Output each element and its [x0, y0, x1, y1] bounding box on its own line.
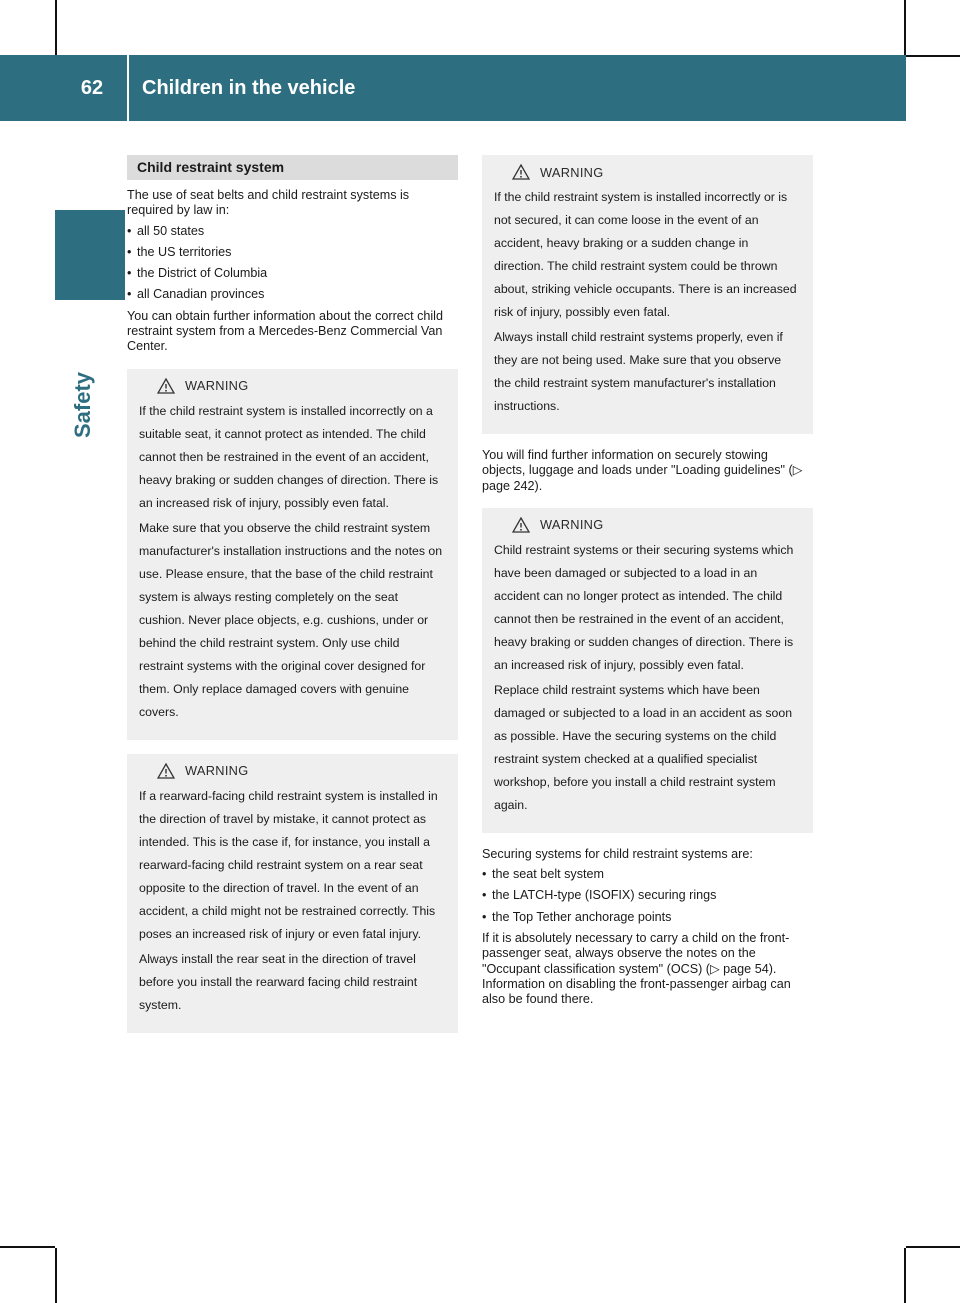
list-item: • the District of Columbia — [127, 266, 458, 281]
crop-mark — [906, 1246, 960, 1248]
crop-mark — [904, 0, 906, 55]
warning-text: If the child restraint system is installed incorrectly on a suitable seat, it cannot protect as intended. The child cannot then be restrained in the event of an accident, heavy braking or sudden changes of direction. There is an increased risk of injury, possibly even fatal. — [139, 403, 439, 510]
list-item: • the seat belt system — [482, 867, 813, 882]
closing-text: If it is absolutely necessary to carry a child on the front-passenger seat, always observe the notes on the "Occupant classification system" (OCS) (▷ page 54). Information on disabling the front-passenger airbag can also be found there. — [482, 931, 791, 1007]
crop-mark — [55, 1248, 57, 1303]
warning-box — [482, 508, 813, 833]
crop-mark — [906, 55, 960, 57]
warning-header — [139, 763, 446, 779]
header-divider — [127, 55, 129, 121]
section-tab-label: Safety — [70, 371, 95, 438]
section-tab — [55, 210, 125, 300]
stowing-text: You will find further information on securely stowing objects, luggage and loads under "Loading guidelines" (▷ page 242). — [482, 448, 803, 493]
left-column — [127, 155, 458, 1047]
warning-triangle-icon — [157, 763, 175, 779]
warning-title: WARNING — [185, 763, 249, 779]
warning-header — [494, 517, 801, 533]
right-column — [482, 155, 813, 1008]
warning-box — [127, 369, 458, 740]
warning-header — [494, 164, 801, 180]
intro-text: The use of seat belts and child restraint systems is required by law in: — [127, 188, 410, 218]
list-item: • all 50 states — [127, 224, 458, 239]
warning-box — [127, 754, 458, 1033]
warning-triangle-icon — [512, 517, 530, 533]
page-number: 62 — [80, 76, 104, 99]
page-title: Children in the vehicle — [142, 76, 356, 99]
warning-text: Always install child restraint systems properly, even if they are not being used. Make sure that you observe the child restraint system manufacturer's installation instructions. — [494, 330, 783, 413]
warning-title: WARNING — [540, 517, 604, 533]
crop-mark — [55, 0, 57, 55]
list-item: • the LATCH-type (ISOFIX) securing rings — [482, 888, 813, 903]
crop-mark — [0, 1246, 55, 1248]
warning-title: WARNING — [540, 164, 604, 180]
list-item: • the Top Tether anchorage points — [482, 910, 813, 925]
securing-list — [482, 867, 813, 925]
securing-intro: Securing systems for child restraint systems are: — [482, 846, 753, 861]
info-text: You can obtain further information about the correct child restraint system from a Mercedes-Benz Commercial Van Center. — [127, 308, 443, 354]
warning-box — [482, 155, 813, 434]
warning-title: WARNING — [185, 378, 249, 394]
warning-text: If the child restraint system is installed incorrectly or is not secured, it can come loose in the event of an accident, heavy braking or a sudden change in direction. The child restraint system could be thrown about, striking vehicle occupants. There is an increased risk of injury, possibly even fatal. — [494, 190, 797, 319]
warning-triangle-icon — [157, 378, 175, 394]
warning-text: Always install the rear seat in the direction of travel before you install the rearward facing child restraint system. — [139, 951, 418, 1012]
section-heading: Child restraint system — [127, 155, 458, 180]
warning-text: If a rearward-facing child restraint system is installed in the direction of travel by mistake, it cannot protect as intended. This is the case if, for instance, you install a rearward-facing child restraint system on a rear seat opposite to the direction of travel. In the event of an accident, a child might not be restrained correctly. This poses an increased risk of injury or even fatal injury. — [139, 788, 438, 941]
crop-mark — [904, 1248, 906, 1303]
list-item: • the US territories — [127, 245, 458, 260]
warning-text: Replace child restraint systems which have been damaged or subjected to a load in an accident as soon as possible. Have the securing systems on the child restraint system checked at a qualified specialist workshop, before you install a child restraint system again. — [494, 682, 793, 812]
warning-header — [139, 378, 446, 394]
warning-text: Child restraint systems or their securing systems which have been damaged or subjected to a load in an accident can no longer protect as intended. The child cannot then be restrained in the event of an accident, heavy braking or sudden changes of direction. There is an increased risk of injury, possibly even fatal. — [494, 542, 794, 672]
warning-triangle-icon — [512, 164, 530, 180]
header-bar — [0, 55, 906, 121]
region-list — [127, 224, 458, 303]
list-item: • all Canadian provinces — [127, 287, 458, 302]
warning-text: Make sure that you observe the child restraint system manufacturer's installation instructions and the notes on use. Please ensure, that the base of the child restraint system is always resting completely on the seat cushion. Never place objects, e.g. cushions, under or behind the child restraint system. Only use child restraint systems with the original cover designed for them. Only replace damaged covers with genuine covers. — [139, 520, 443, 719]
